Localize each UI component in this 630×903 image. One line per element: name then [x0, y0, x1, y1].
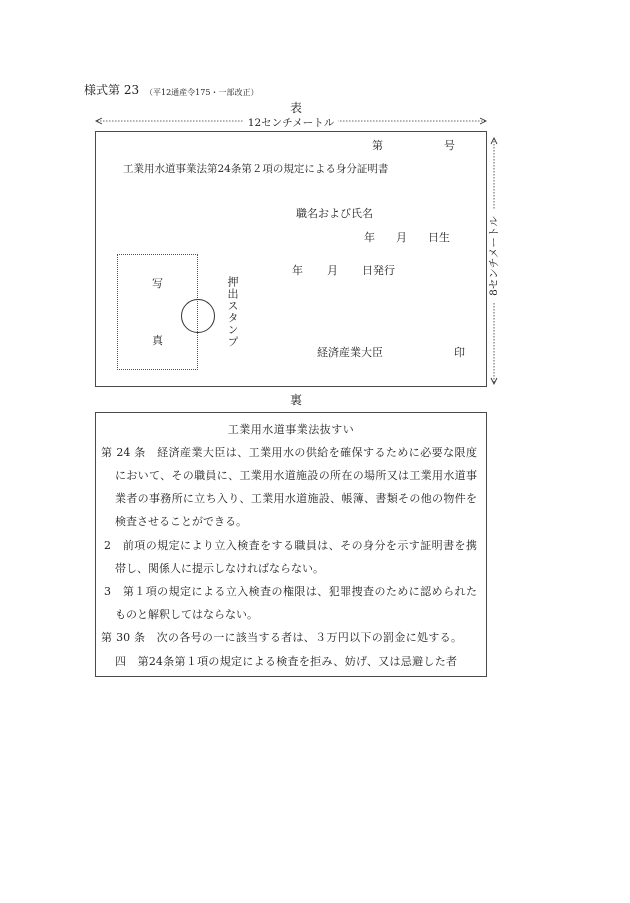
seal-mark: 印 [454, 346, 465, 359]
birth-month-label: 月 [396, 231, 407, 244]
photo-label-bottom: 真 [152, 334, 163, 347]
law-line: 3 第１項の規定による立入検査の権限は、犯罪捜査のために認められた [104, 585, 477, 598]
law-line: において、その職員に、工業用水道施設の所在の場所又は工業用水道事 [115, 469, 477, 482]
law-line: 四 第24条第１項の規定による検査を拒み、妨げ、又は忌避した者 [115, 655, 457, 668]
birth-day-label: 日生 [428, 231, 450, 244]
issue-year-label: 年 [292, 264, 303, 277]
back-side-label: 裏 [290, 393, 303, 407]
number-prefix: 第 [372, 139, 383, 152]
form-number: 様式第 23 [84, 83, 140, 97]
law-line: 第 24 条 経済産業大臣は、工業用水の供給を確保するために必要な限度 [101, 446, 477, 459]
law-line: 帯し、関係人に提示しなければならない。 [115, 562, 324, 575]
issuer-name: 経済産業大臣 [317, 346, 383, 359]
revision-note: （平12通産令175・一部改正） [145, 88, 259, 97]
name-label: 職名および氏名 [296, 207, 373, 220]
id-card-front [95, 131, 487, 387]
width-dimension [95, 114, 487, 130]
law-line: 2 前項の規定により立入検査をする職員は、その身分を示す証明書を携 [104, 539, 477, 552]
law-line: 検査させることができる。 [115, 515, 247, 528]
issue-month-label: 月 [327, 264, 338, 277]
birth-year-label: 年 [364, 231, 375, 244]
law-line: ものと解釈してはならない。 [115, 608, 258, 621]
width-dimension-label: 12センチメートル [244, 116, 338, 130]
id-card-back [95, 412, 487, 677]
embossed-stamp-label: 押出スタンプ [226, 276, 239, 348]
embossed-stamp-circle [181, 299, 215, 333]
front-side-label: 表 [290, 101, 303, 115]
issue-day-label: 日発行 [362, 264, 395, 277]
photo-label-top: 写 [152, 277, 163, 290]
height-dimension-label: 8センチメートル [487, 209, 501, 303]
law-line: 第 30 条 次の各号の一に該当する者は、３万円以下の罰金に処する。 [101, 631, 462, 644]
card-title: 工業用水道事業法第24条第２項の規定による身分証明書 [123, 163, 389, 175]
law-excerpt-title: 工業用水道事業法抜すい [227, 423, 355, 436]
law-line: 業者の事務所に立ち入り、工業用水道施設、帳簿、書類その他の物件を [115, 492, 477, 505]
number-suffix: 号 [444, 139, 455, 152]
